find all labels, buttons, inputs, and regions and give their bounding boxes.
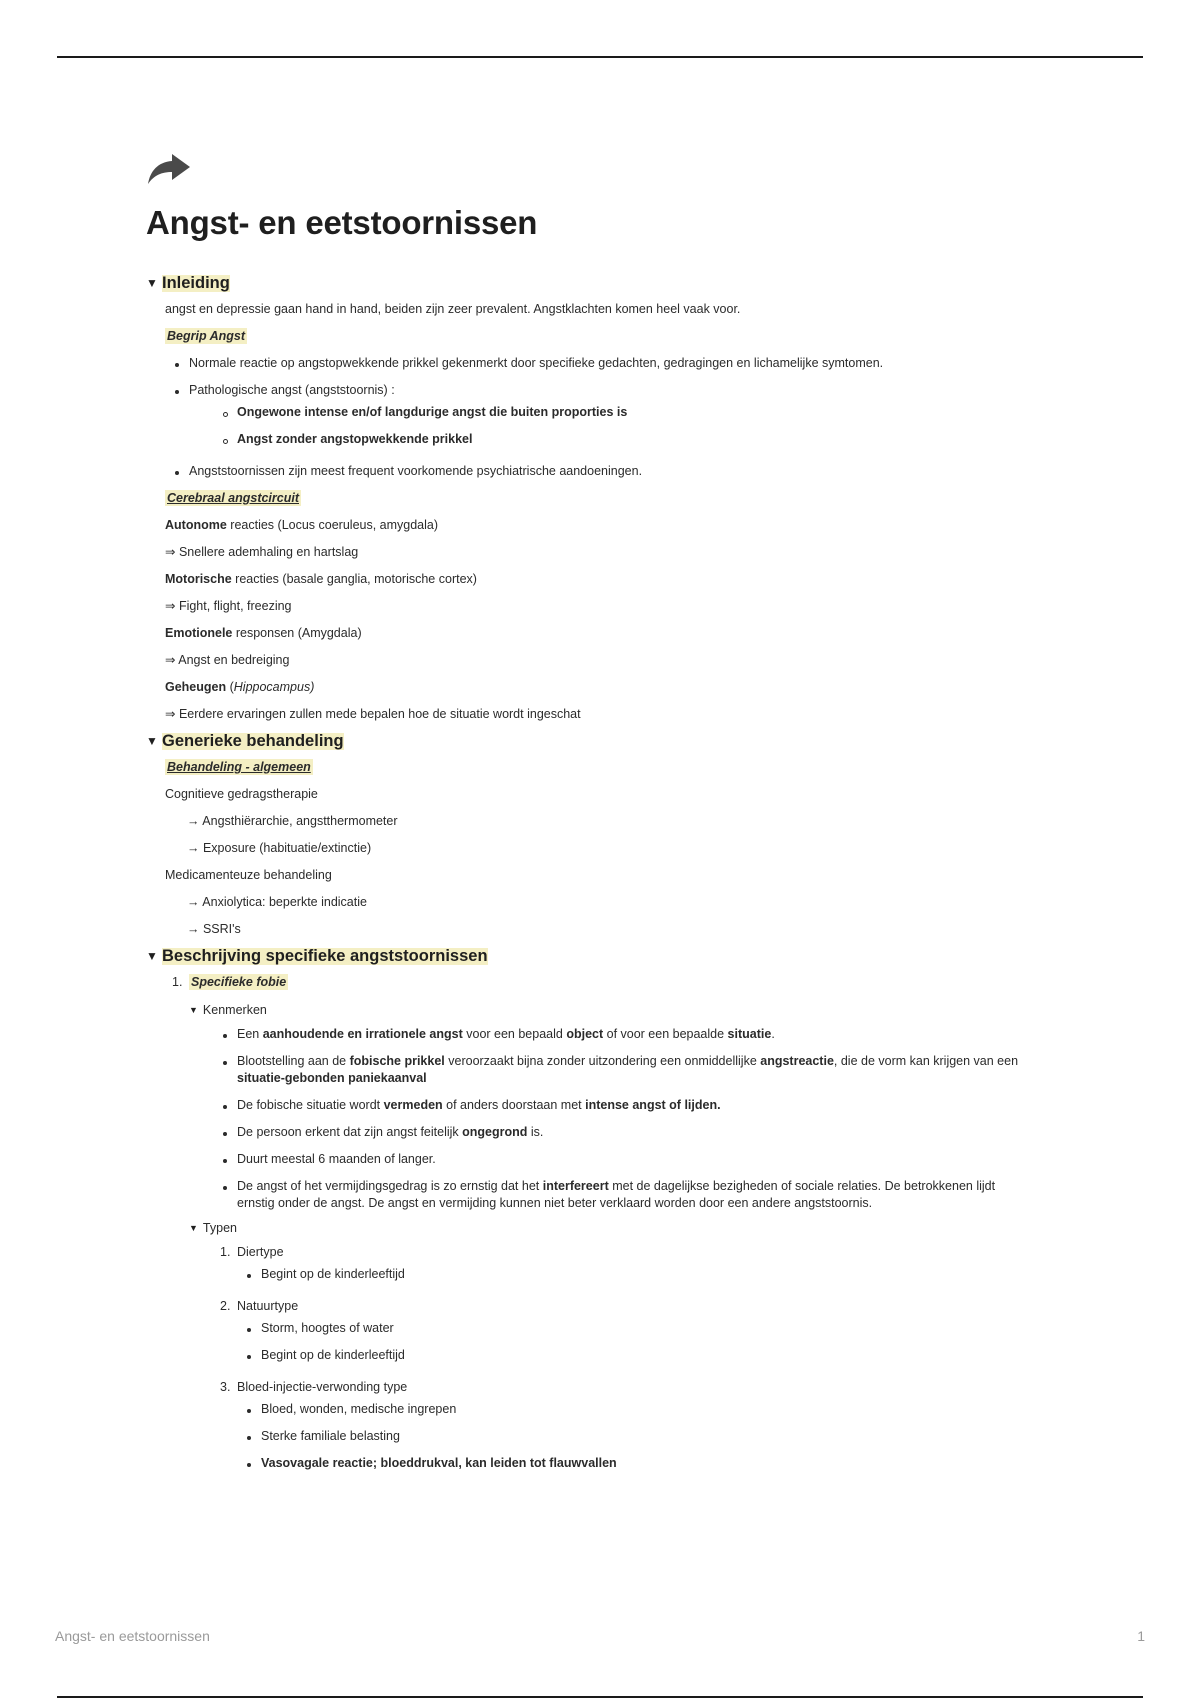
footer-doc-title: Angst- en eetstoornissen [55, 1628, 210, 1644]
circuit-arrow-line: ⇒ Eerdere ervaringen zullen mede bepalen hoe de situatie wordt ingeschat [165, 707, 581, 721]
toggle-triangle-icon[interactable]: ▼ [146, 733, 158, 748]
toggle-triangle-icon[interactable]: ▼ [146, 948, 158, 963]
section-body-behandeling [146, 754, 1026, 943]
list-item: Begint op de kinderleeftijd [237, 1342, 1026, 1369]
toggle-label: Typen [202, 1220, 237, 1235]
toggle-generieke-behandeling[interactable] [146, 728, 1026, 754]
treatment-arrow-line: → Exposure (habituatie/extinctie) [187, 841, 372, 855]
intro-text: angst en depressie gaan hand in hand, beiden zijn zeer prevalent. Angstklachten komen heel vaak voor. [165, 302, 741, 316]
list-item: Bloed, wonden, medische ingrepen [237, 1396, 1026, 1423]
list-item: Storm, hoogtes of water [237, 1315, 1026, 1342]
list-item: Sterke familiale belasting [237, 1423, 1026, 1450]
circuit-arrow-line: ⇒ Fight, flight, freezing [165, 599, 292, 613]
section-body-specifiek [146, 969, 1026, 1487]
top-rule [57, 56, 1143, 58]
callout-behandeling-algemeen: Behandeling - algemeen [167, 760, 311, 774]
circuit-arrow-line: ⇒ Angst en bedreiging [165, 653, 290, 667]
circuit-line: Motorische reacties (basale ganglia, motorische cortex) [165, 572, 477, 586]
sub-list [237, 1315, 1026, 1369]
list-item: Ongewone intense en/of langdurige angst die buiten proporties is [213, 399, 1026, 426]
toggle-triangle-icon[interactable]: ▼ [146, 275, 158, 290]
list-item: De angst of het vermijdingsgedrag is zo ernstig dat het interfereert met de dagelijkse bezigheden of sociale relaties. De betrokkenen lijdt ernstig onder de angst. De angst en vermijding kunnen niet beter verklaard worden door een andere angststoornis. [213, 1173, 1026, 1217]
treatment-arrow-line: → Anxiolytica: beperkte indicatie [187, 895, 367, 909]
list-item: 3. Bloed-injectie-verwonding type Bloed, wonden, medische ingrepen Sterke familiale belasting Vasovagale reactie; bloeddrukval, kan leiden tot flauwvallen [213, 1374, 1026, 1482]
numbered-list [165, 969, 1026, 1487]
typen-list [189, 1239, 1026, 1482]
list-item: Een aanhoudende en irrationele angst voor een bepaald object of voor een bepaalde situatie. [213, 1021, 1026, 1048]
kenmerken-list [189, 1021, 1026, 1217]
circuit-line: Autonome reacties (Locus coeruleus, amygdala) [165, 518, 439, 532]
toggle-inleiding[interactable] [146, 270, 1026, 296]
list-item: 1. Diertype Begint op de kinderleeftijd [213, 1239, 1026, 1293]
section-heading: Beschrijving specifieke angststoornissen [162, 946, 488, 965]
callout-cerebraal-angstcircuit: Cerebraal angstcircuit [167, 491, 299, 505]
treatment-arrow-line: → Angsthiërarchie, angstthermometer [187, 814, 398, 828]
list-item: Pathologische angst (angststoornis) : Ongewone intense en/of langdurige angst die buiten proporties is Angst zonder angstopwekkende prikkel [165, 377, 1026, 458]
list-item: Duurt meestal 6 maanden of langer. [213, 1146, 1026, 1173]
list-item: 2. Natuurtype Storm, hoogtes of water Begint op de kinderleeftijd [213, 1293, 1026, 1374]
list-item: Normale reactie op angstopwekkende prikkel gekenmerkt door specifieke gedachten, gedragingen en lichamelijke symtomen. [165, 350, 1026, 377]
list-item: Blootstelling aan de fobische prikkel veroorzaakt bijna zonder uitzondering een onmiddellijke angstreactie, die de vorm kan krijgen van een situatie-gebonden paniekaanval [213, 1048, 1026, 1092]
list-item: De fobische situatie wordt vermeden of anders doorstaan met intense angst of lijden. [213, 1092, 1026, 1119]
bullet-list [165, 350, 1026, 485]
circuit-arrow-line: ⇒ Snellere ademhaling en hartslag [165, 545, 359, 559]
sub-list [189, 399, 1026, 453]
treatment-line: Medicamenteuze behandeling [165, 868, 332, 882]
toggle-typen[interactable] [189, 1217, 1026, 1239]
treatment-line: Cognitieve gedragstherapie [165, 787, 318, 801]
section-heading: Inleiding [162, 273, 230, 292]
callout-specifieke-fobie: Specifieke fobie [191, 975, 287, 989]
page-title: Angst- en eetstoornissen [146, 204, 538, 241]
section-heading: Generieke behandeling [162, 731, 344, 750]
toggle-kenmerken[interactable] [189, 999, 1026, 1021]
footer-page-number: 1 [1137, 1628, 1145, 1644]
list-item: De persoon erkent dat zijn angst feitelijk ongegrond is. [213, 1119, 1026, 1146]
sub-list [237, 1396, 1026, 1477]
toggle-label: Kenmerken [202, 1002, 267, 1017]
callout-begrip-angst: Begrip Angst [167, 329, 246, 343]
list-item: Begint op de kinderleeftijd [237, 1261, 1026, 1288]
toggle-specifieke-angststoornissen[interactable] [146, 943, 1026, 969]
toggle-triangle-icon[interactable]: ▼ [189, 1222, 198, 1233]
treatment-arrow-line: → SSRI's [187, 922, 241, 936]
circuit-line: Emotionele responsen (Amygdala) [165, 626, 362, 640]
share-arrow-icon [146, 150, 192, 190]
list-item: Angststoornissen zijn meest frequent voorkomende psychiatrische aandoeningen. [165, 458, 1026, 485]
bottom-rule [57, 1696, 1143, 1698]
list-item-specifieke-fobie: 1. Specifieke fobie ▼ Kenmerken Een aanhoudende en irrationele angst voor een bepaald object of voor een bepaalde situatie. Blootstelling aan de fobische prikkel veroorzaakt bijna zonder uitzondering een onmiddellijke angstreactie, die de vorm kan krijgen van een situatie-gebonden paniekaanval De fobische situatie wordt vermeden of anders doorstaan met intense angst of lijden. De persoon erkent dat zijn angst feitelijk ongegrond is. Duurt meestal 6 maanden of langer. De angst of het vermijdingsgedrag is zo ernstig dat het interfereert met de dagelijkse bezigheden of sociale relaties. De betrokkenen lijdt ernstig onder de angst. De angst en vermijding kunnen niet beter verklaard worden door een andere angststoornis. ▼ Typen 1. Diertype Begint op de kinderleeftijd 2. Natuurtype Storm, hoogtes of water Begint op de kinderleeftijd 3. Bloed-injectie-verwonding type Bloed, wonden, medische ingrepen Sterke familiale belasting Vasovagale reactie; bloeddrukval, kan leiden tot flauwvallen [165, 969, 1026, 1487]
toggle-triangle-icon[interactable]: ▼ [189, 1004, 198, 1015]
list-item: Angst zonder angstopwekkende prikkel [213, 426, 1026, 453]
page-content [146, 270, 1026, 1487]
section-body-inleiding [146, 296, 1026, 728]
sub-list [237, 1261, 1026, 1288]
circuit-line: Geheugen (Hippocampus) [165, 680, 315, 694]
list-item: Vasovagale reactie; bloeddrukval, kan leiden tot flauwvallen [237, 1450, 1026, 1477]
